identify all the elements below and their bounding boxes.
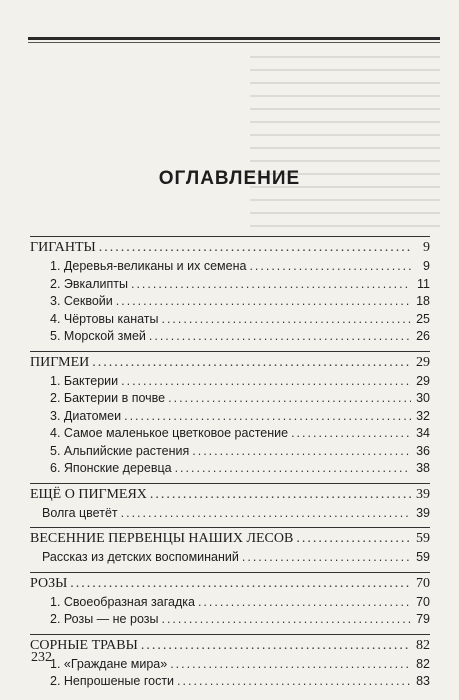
- toc-item-label: 2. Непрошеные гости: [50, 674, 175, 688]
- toc-item[interactable]: [30, 312, 430, 330]
- leader-dots: [170, 657, 411, 671]
- toc-item-page: 11: [417, 276, 430, 291]
- toc-item-page: 29: [416, 373, 430, 388]
- toc-heading-row[interactable]: [30, 240, 430, 259]
- toc-section: [30, 527, 430, 568]
- bleed-through-text: [250, 56, 440, 226]
- toc-page: 70: [416, 575, 430, 591]
- toc-item-page: 39: [416, 505, 430, 520]
- toc-page: 9: [423, 240, 430, 255]
- toc-item[interactable]: [30, 657, 430, 675]
- toc-heading-row[interactable]: [30, 487, 430, 506]
- toc-item[interactable]: [30, 461, 430, 479]
- toc-item-page: 26: [416, 329, 430, 343]
- toc-heading-row[interactable]: [30, 531, 430, 550]
- leader-dots: [116, 294, 411, 308]
- toc-item-page: 79: [416, 612, 430, 626]
- leader-dots: [121, 374, 411, 388]
- toc-item[interactable]: [30, 329, 430, 347]
- leader-dots: [150, 487, 411, 503]
- leader-dots: [168, 391, 411, 405]
- leader-dots: [92, 355, 411, 371]
- header-rule: [28, 37, 440, 40]
- header-rule-thin: [28, 42, 440, 43]
- toc-item[interactable]: [30, 426, 430, 444]
- table-of-contents: [30, 236, 430, 696]
- toc-page: 39: [416, 486, 430, 502]
- toc-item-page: 25: [416, 311, 430, 326]
- toc-item-label: 3. Секвойи: [50, 294, 113, 308]
- toc-heading: РОЗЫ: [30, 575, 68, 591]
- toc-item-page: 9: [423, 259, 430, 273]
- leader-dots: [177, 674, 411, 688]
- toc-item-label: 4. Самое маленькое цветковое растение: [50, 426, 289, 440]
- toc-item[interactable]: [30, 259, 430, 277]
- toc-section: [30, 634, 430, 692]
- leader-dots: [124, 409, 411, 423]
- toc-item-page: 18: [416, 294, 430, 308]
- toc-heading: ЕЩЁ О ПИГМЕЯХ: [30, 486, 147, 502]
- toc-item-page: 59: [416, 550, 430, 564]
- toc-item-label: Волга цветёт: [42, 505, 118, 520]
- leader-dots: [161, 312, 411, 326]
- toc-item[interactable]: [30, 674, 430, 692]
- toc-item-page: 30: [416, 391, 430, 405]
- toc-item-label: 1. Деревья-великаны и их семена: [50, 259, 247, 273]
- toc-item-page: 70: [416, 594, 430, 609]
- toc-item-page: 32: [416, 408, 430, 423]
- toc-heading-row[interactable]: [30, 638, 430, 657]
- leader-dots: [141, 638, 411, 654]
- toc-item-label: Рассказ из детских воспоминаний: [42, 550, 239, 564]
- toc-item-page: 34: [416, 426, 430, 440]
- toc-heading: ПИГМЕИ: [30, 354, 90, 370]
- toc-page: 59: [416, 531, 430, 546]
- toc-page: 29: [416, 354, 430, 370]
- page-title: ОГЛАВЛЕНИЕ: [158, 168, 301, 189]
- leader-dots: [175, 461, 411, 475]
- toc-heading-row[interactable]: [30, 355, 430, 374]
- toc-item-label: 4. Чёртовы канаты: [50, 311, 159, 326]
- toc-item-page: 82: [416, 656, 430, 671]
- toc-item[interactable]: [30, 277, 430, 295]
- toc-item[interactable]: [30, 550, 430, 568]
- toc-item-page: 38: [416, 461, 430, 475]
- toc-section: [30, 572, 430, 630]
- toc-item-label: 1. Бактерии: [50, 373, 119, 388]
- toc-item[interactable]: [30, 612, 430, 630]
- toc-section: [30, 483, 430, 524]
- toc-heading-row[interactable]: [30, 576, 430, 595]
- toc-section: [30, 236, 430, 347]
- toc-item-label: 5. Морской змей: [50, 329, 146, 343]
- leader-dots: [192, 444, 411, 458]
- toc-item-label: 5. Альпийские растения: [50, 443, 190, 458]
- toc-item[interactable]: [30, 595, 430, 613]
- toc-page: 82: [416, 637, 430, 653]
- toc-heading: ВЕСЕННИЕ ПЕРВЕНЦЫ НАШИХ ЛЕСОВ: [30, 531, 294, 546]
- toc-item[interactable]: [30, 444, 430, 462]
- toc-item[interactable]: [30, 506, 430, 524]
- leader-dots: [291, 426, 411, 440]
- toc-item[interactable]: [30, 391, 430, 409]
- page-number: 232: [31, 650, 52, 665]
- toc-item-label: 1. Своеобразная загадка: [50, 594, 195, 609]
- toc-item-page: 83: [416, 674, 430, 688]
- toc-item-page: 36: [416, 443, 430, 458]
- toc-section: [30, 351, 430, 479]
- toc-heading: ГИГАНТЫ: [30, 240, 96, 255]
- leader-dots: [99, 240, 411, 256]
- leader-dots: [131, 277, 411, 291]
- leader-dots: [296, 531, 411, 547]
- toc-item-label: 3. Диатомеи: [50, 408, 122, 423]
- leader-dots: [121, 506, 411, 520]
- toc-item-label: 1. «Граждане мира»: [50, 656, 168, 671]
- toc-item[interactable]: [30, 374, 430, 392]
- toc-heading: СОРНЫЕ ТРАВЫ: [30, 637, 138, 653]
- leader-dots: [149, 329, 411, 343]
- leader-dots: [161, 612, 411, 626]
- toc-item[interactable]: [30, 294, 430, 312]
- toc-item-label: 2. Эвкалипты: [50, 276, 128, 291]
- leader-dots: [70, 576, 411, 592]
- leader-dots: [242, 550, 411, 564]
- toc-item-label: 6. Японские деревца: [50, 461, 172, 475]
- toc-item-label: 2. Розы — не розы: [50, 612, 159, 626]
- toc-item-label: 2. Бактерии в почве: [50, 391, 166, 405]
- toc-item[interactable]: [30, 409, 430, 427]
- leader-dots: [198, 595, 411, 609]
- leader-dots: [249, 259, 411, 273]
